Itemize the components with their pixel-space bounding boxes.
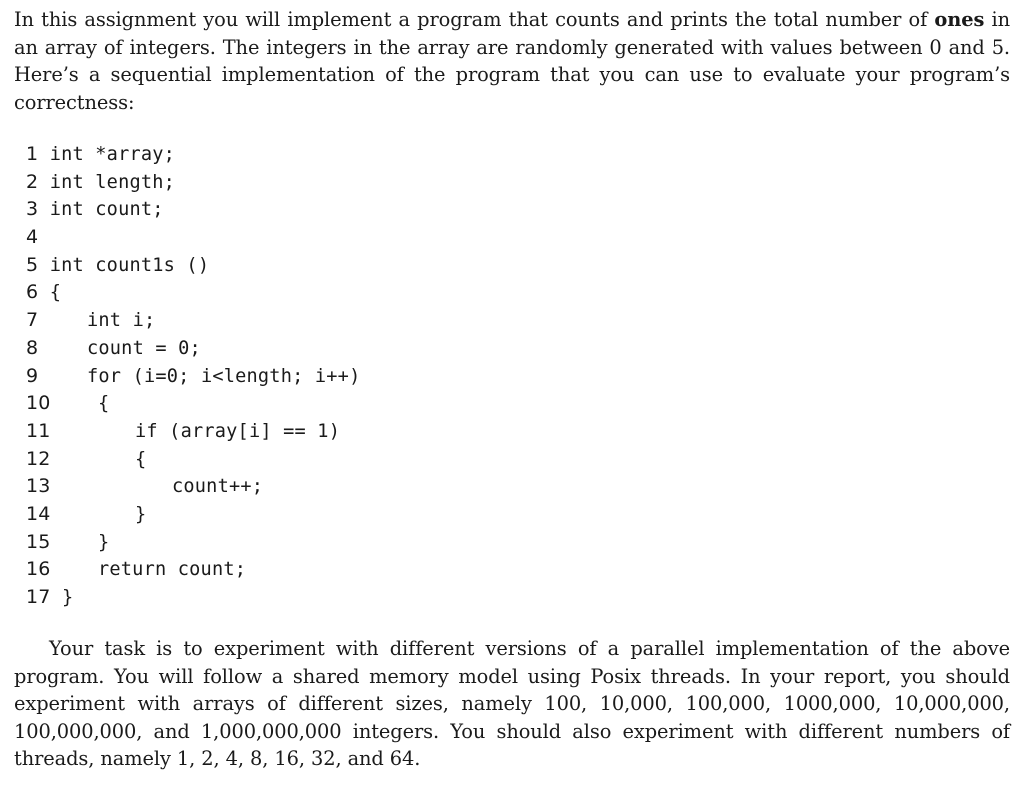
line-number: 17	[26, 586, 51, 608]
line-number: 12	[26, 447, 51, 470]
code-text: int i;	[87, 310, 156, 332]
line-number: 4	[26, 226, 39, 249]
code-listing	[26, 141, 726, 612]
intro-paragraph	[14, 6, 1010, 116]
code-line	[26, 363, 726, 391]
code-text: {	[135, 448, 147, 470]
code-line	[26, 584, 726, 612]
code-line	[26, 279, 726, 307]
code-line	[26, 473, 726, 501]
code-text: {	[49, 282, 62, 304]
intro-text-start: In this assignment you will implement a program that counts and prints the total number of	[14, 8, 935, 31]
code-text: int *array;	[49, 144, 176, 165]
line-number: 11	[26, 419, 51, 442]
line-number: 8	[26, 336, 39, 359]
code-text: int count;	[49, 199, 164, 221]
code-text: }	[98, 531, 110, 553]
code-text: }	[135, 503, 147, 525]
line-number: 7	[26, 309, 39, 332]
line-number: 15	[26, 530, 51, 553]
code-text: int length;	[49, 171, 176, 193]
code-line	[26, 418, 726, 446]
intro-bold-word: ones	[934, 8, 985, 31]
task-paragraph: Your task is to experiment with different versions of a parallel implementation of the above program. You will follow a shared memory model using Posix threads. In your report, you should experiment with arrays of different sizes, namely 100, 10,000, 100,000, 1000,000, 10,000,000, 100,000,000, and 1,000,000,000 integers. You should also experiment with different numbers of threads, namely 1, 2, 4, 8, 16, 32, and 64.	[14, 637, 1010, 771]
code-text: count = 0;	[87, 337, 201, 359]
code-line	[26, 529, 726, 557]
code-line	[26, 307, 726, 335]
code-line	[26, 169, 726, 197]
line-number: 5	[26, 253, 39, 276]
line-number: 3	[26, 198, 39, 221]
line-number: 14	[26, 502, 51, 525]
code-text: count++;	[172, 476, 264, 498]
code-text: {	[98, 393, 110, 415]
line-number: 10	[26, 392, 51, 415]
line-number: 6	[26, 281, 39, 304]
line-number: 1	[26, 143, 39, 165]
code-line	[26, 252, 726, 280]
line-number: 13	[26, 475, 51, 498]
code-text: return count;	[98, 559, 247, 581]
line-number: 9	[26, 364, 39, 387]
line-number: 2	[26, 170, 39, 193]
code-line	[26, 335, 726, 363]
code-line	[26, 141, 726, 169]
code-line	[26, 390, 726, 418]
code-text: if (array[i] == 1)	[135, 420, 341, 442]
code-text: }	[61, 587, 74, 608]
code-line	[26, 446, 726, 474]
code-line	[26, 556, 726, 584]
line-number: 16	[26, 558, 51, 581]
code-line	[26, 501, 726, 529]
code-text: int count1s ()	[49, 254, 210, 276]
code-text: for (i=0; i<length; i++)	[87, 365, 361, 387]
code-line	[26, 224, 726, 252]
intro-text-end: in an array of integers. The integers in the array are randomly generated with values between 0 and 5. Here’s a sequential implementation of the program that you can use to evaluate your program’s correctness:	[14, 8, 1010, 114]
code-line	[26, 196, 726, 224]
